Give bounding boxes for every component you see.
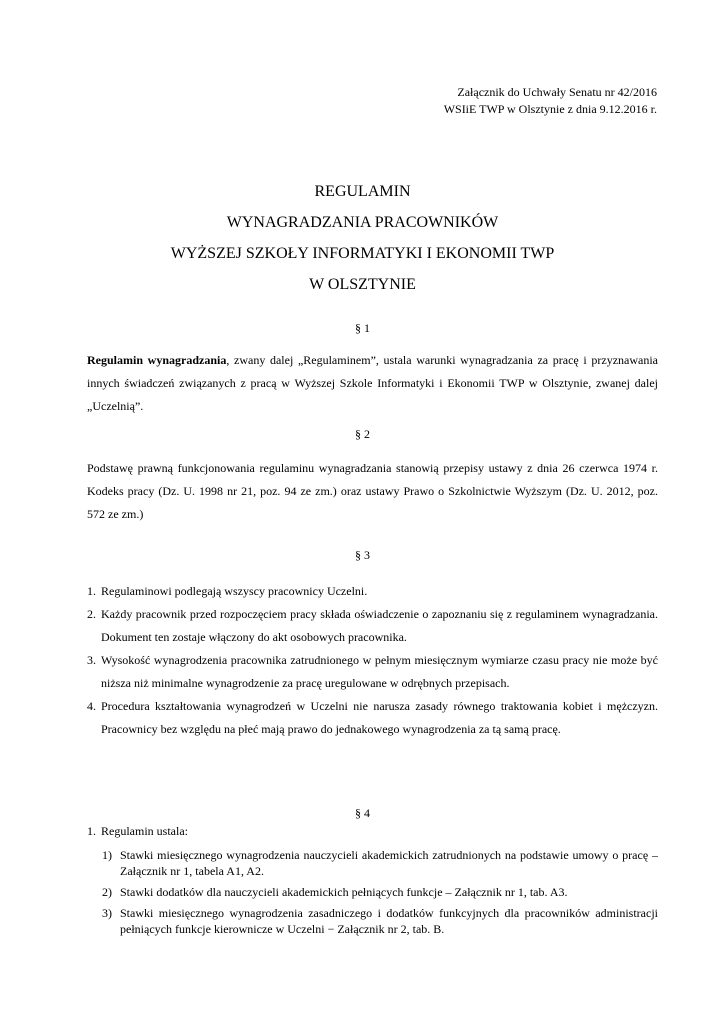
attachment-header [444, 84, 657, 118]
list-item-text: Procedura kształtowania wynagrodzeń w Uczelni nie narusza zasady równego traktowania kobiet i mężczyzn. Pracownicy bez względu na płeć mają prawo do jednakowego wynagrodzenia za tą samą pracę. [101, 699, 658, 736]
list-item-number: 3. [87, 653, 96, 667]
section-3-list [87, 580, 658, 741]
sublist-item-number: 1) [102, 848, 112, 862]
section-1-sign: § 1 [355, 321, 370, 335]
sublist-item-number: 3) [102, 906, 112, 920]
list-item [87, 580, 658, 603]
sublist-item-number: 2) [102, 885, 112, 899]
header-line-2: WSIiE TWP w Olsztynie z dnia 9.12.2016 r. [443, 102, 657, 116]
list-item [87, 695, 658, 741]
section-2-text: Podstawę prawną funkcjonowania regulaminu wynagradzania stanowią przepisy ustawy z dnia 26 czerwca 1974 r. Kodeks pracy (Dz. U. 1998 nr 21, poz. 94 ze zm.) oraz ustawy Prawo o Szkolnictwie Wyższym (Dz. U. 2012, poz. 572 ze zm.) [87, 461, 658, 521]
list-item-number: 2. [87, 607, 96, 621]
list-item [87, 649, 658, 695]
section-1-text [87, 349, 658, 418]
list-item-text: Każdy pracownik przed rozpoczęciem pracy składa oświadczenie o zapoznaniu się z regulaminem wynagradzania. Dokument ten zostaje włączony do akt osobowych pracownika. [101, 607, 658, 644]
title-line-4: W OLSZTYNIE [309, 276, 416, 293]
list-item-number: 4. [87, 699, 96, 713]
list-item-number: 1. [87, 584, 96, 598]
sublist-item [102, 905, 658, 937]
section-2-sign: § 2 [355, 427, 370, 441]
sublist-item-text: Stawki miesięcznego wynagrodzenia zasadniczego i dodatków funkcyjnych dla pracowników administracji pełniących funkcje kierownicze w Uczelni − Załącznik nr 2, tab. B. [120, 906, 658, 936]
title-line-3: WYŻSZEJ SZKOŁY INFORMATYKI I EKONOMII TWP [170, 245, 555, 262]
list-item-text: Wysokość wynagrodzenia pracownika zatrudnionego w pełnym miesięcznym wymiarze czasu pracy nie może być niższa niż minimalne wynagrodzenie za pracę uregulowane w odrębnych przepisach. [101, 653, 658, 690]
header-line-1: Załącznik do Uchwały Senatu nr 42/2016 [457, 85, 657, 99]
title-line-1: REGULAMIN [314, 183, 411, 200]
section-1-body: , zwany dalej „Regulaminem”, ustala warunki wynagradzania za pracę i przyznawania innych świadczeń związanych z pracą w Wyższej Szkole Informatyki i Ekonomii TWP w Olsztynie, zwanej dalej „Uczelnią”. [87, 353, 659, 413]
sublist-item-text: Stawki miesięcznego wynagrodzenia nauczycieli akademickich zatrudnionych na podstawie umowy o pracę – Załącznik nr 1, tabela A1, A2. [120, 848, 658, 878]
section-4-sign: § 4 [355, 806, 370, 820]
sublist-item [102, 847, 658, 879]
title-line-2: WYNAGRADZANIA PRACOWNIKÓW [226, 214, 499, 231]
list-item-text: Regulaminowi podlegają wszyscy pracownicy Uczelni. [101, 584, 368, 598]
sublist-item [102, 884, 658, 900]
section-1-bold: Regulamin wynagradzania [87, 353, 227, 367]
document-title [0, 176, 725, 300]
list-item-number: 1. [87, 824, 96, 838]
sublist-item-text: Stawki dodatków dla nauczycieli akademickich pełniących funkcje – Załącznik nr 1, tab. A3. [120, 885, 568, 899]
list-item [87, 603, 658, 649]
list-item [87, 820, 658, 843]
section-4-sublist [102, 847, 658, 942]
section-4-list [87, 820, 658, 843]
section-3-sign: § 3 [355, 548, 370, 562]
list-item-text: Regulamin ustala: [101, 824, 188, 838]
